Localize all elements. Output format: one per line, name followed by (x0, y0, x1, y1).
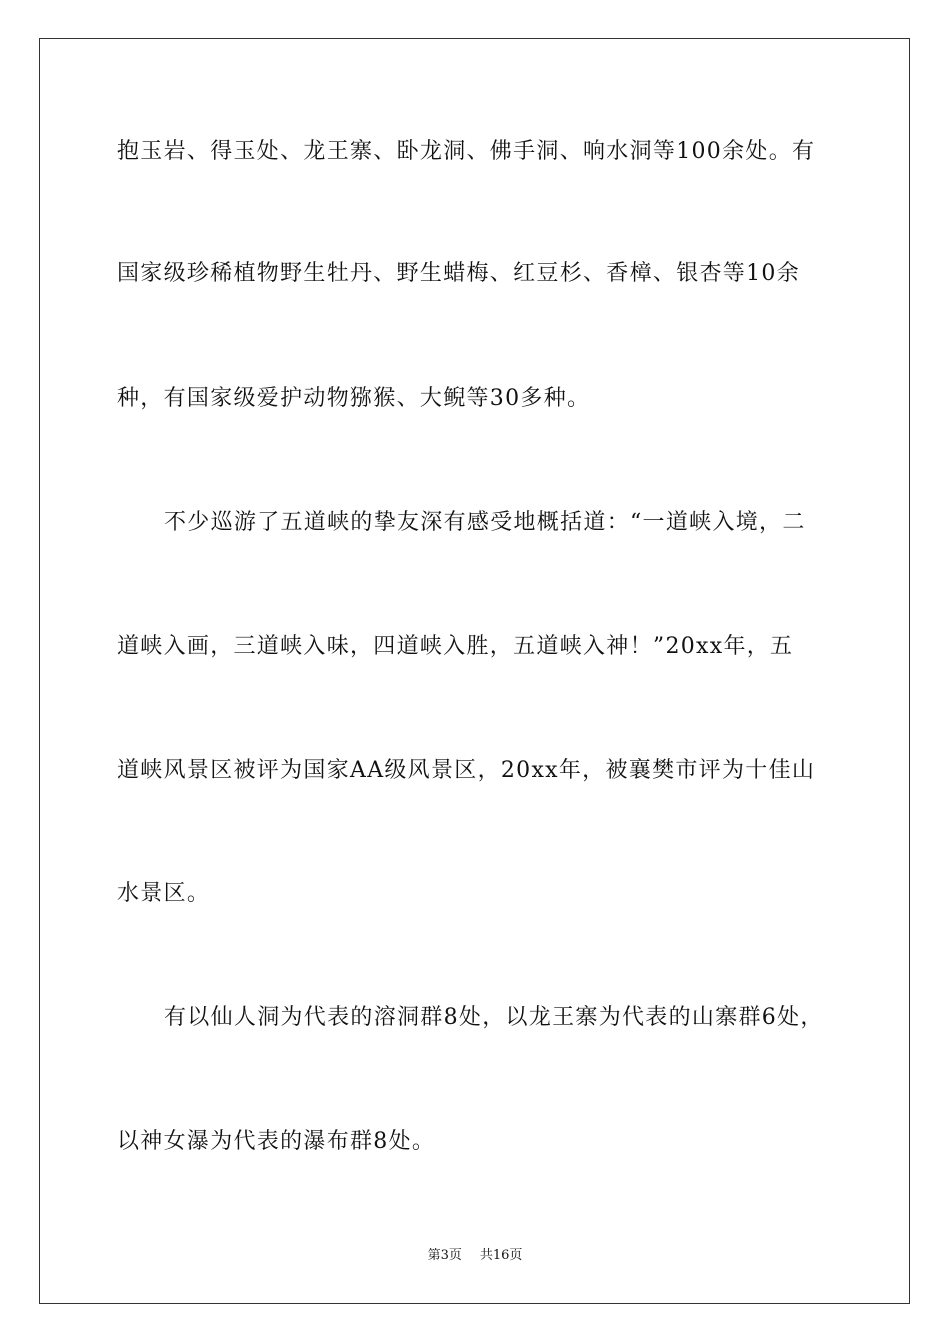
text-line: 国家级珍稀植物野生牡丹、野生蜡梅、红豆杉、香樟、银杏等10余 (117, 261, 800, 286)
page-border (39, 38, 910, 1304)
text-line: 道峡入画，三道峡入味，四道峡入胜，五道峡入神！”20xx年，五 (117, 634, 794, 659)
page-number: 第3页 (427, 1248, 462, 1263)
text-line: 以神女瀑为代表的瀑布群8处。 (117, 1129, 436, 1154)
text-line: 水景区。 (117, 881, 211, 906)
page-total: 共16页 (479, 1248, 523, 1263)
text-line: 抱玉岩、得玉处、龙王寨、卧龙洞、佛手洞、响水洞等100余处。有 (117, 139, 816, 164)
paragraph-first-line: 有以仙人洞为代表的溶洞群8处，以龙王寨为代表的山寨群6处， (164, 1005, 824, 1030)
paragraph-first-line: 不少巡游了五道峡的挚友深有感受地概括道：“一道峡入境，二 (164, 510, 806, 535)
text-line: 道峡风景区被评为国家AA级风景区，20xx年，被襄樊市评为十佳山 (117, 758, 816, 783)
text-line: 种，有国家级爱护动物猕猴、大鲵等30多种。 (117, 386, 591, 411)
page-footer (0, 1246, 950, 1266)
